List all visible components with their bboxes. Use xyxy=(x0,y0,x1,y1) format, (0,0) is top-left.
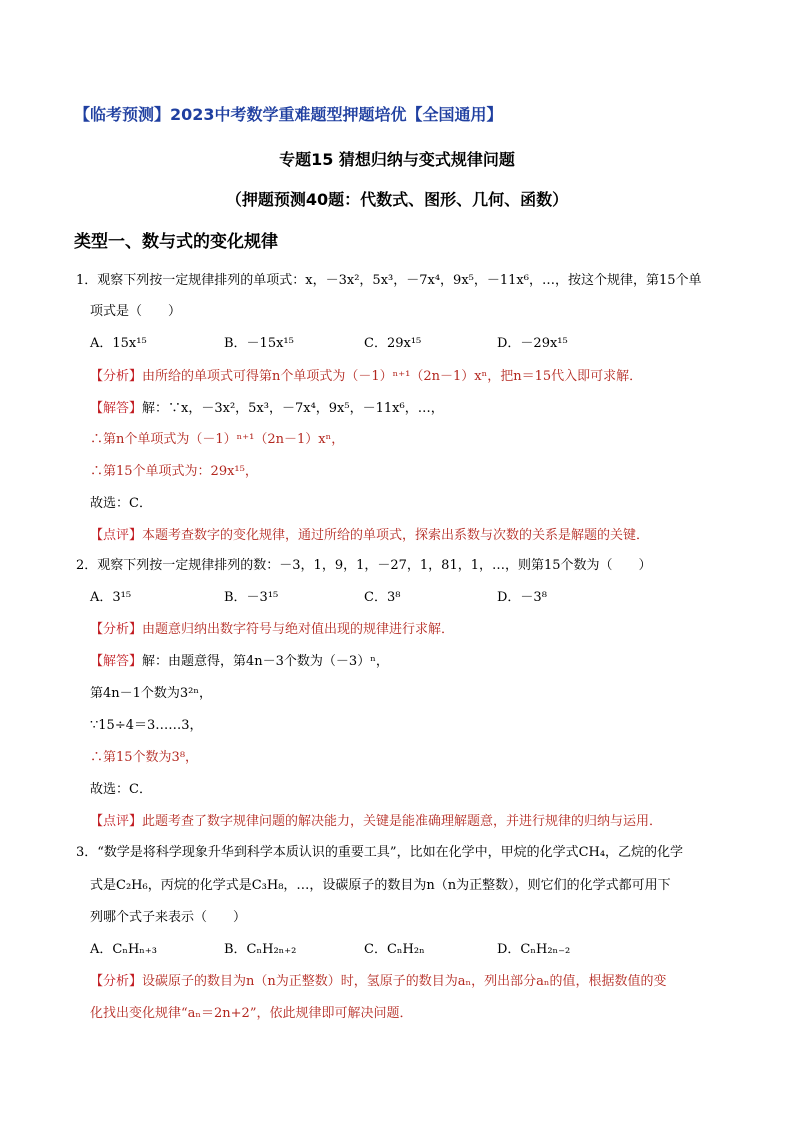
question-1-option-a: A．15x¹⁵ xyxy=(90,336,147,351)
question-1-option-c: C．29x¹⁵ xyxy=(364,336,422,351)
question-3-stem-cont: 式是C₂H₆，丙烷的化学式是C₃H₈，…，设碳原子的数目为n（n为正整数），则它们的化学式都可用下 xyxy=(90,878,671,893)
question-3-stem-cont: 列哪个式子来表示（ ） xyxy=(90,910,247,925)
answer-text: 解：∵x，－3x²，5x³，－7x⁴，9x⁵，－11x⁶，…， xyxy=(142,401,444,416)
question-3-stem: 3．“数学是将科学现象升华到科学本质认识的重要工具”，比如在化学中，甲烷的化学式CH₄，乙烷的化学 xyxy=(76,845,684,860)
question-1-answer-line: ∴第15个单项式为：29x¹⁵， xyxy=(90,464,258,479)
question-3-option-c: C．CₙH₂ₙ xyxy=(364,942,425,957)
question-2-option-d: D．－3⁸ xyxy=(497,590,547,605)
question-2-answer-line: ∴第15个数为3⁸， xyxy=(90,750,199,765)
question-1-option-d: D．－29x¹⁵ xyxy=(497,336,568,351)
question-1-stem: 1．观察下列按一定规律排列的单项式：x，－3x²，5x³，－7x⁴，9x⁵，－11x⁶，…，按这个规律，第15个单 xyxy=(76,273,702,288)
question-1-answer xyxy=(90,400,444,418)
question-2-answer xyxy=(90,653,389,671)
analysis-tag: 【分析】 xyxy=(90,622,143,637)
question-1-stem-cont: 项式是（ ） xyxy=(90,304,182,319)
analysis-text: 由题意归纳出数字符号与绝对值出现的规律进行求解． xyxy=(142,622,455,637)
question-2-option-a: A．3¹⁵ xyxy=(90,590,132,605)
analysis-tag: 【分析】 xyxy=(90,369,143,384)
question-3-analysis xyxy=(90,973,667,991)
question-2-answer-line: 第4n－1个数为3²ⁿ， xyxy=(90,686,213,701)
question-2-answer-line: ∵15÷4＝3……3， xyxy=(90,718,203,733)
comment-text: 本题考查数字的变化规律，通过所给的单项式，探索出系数与次数的关系是解题的关键． xyxy=(142,528,650,543)
document-title: 专题15 猜想归纳与变式规律问题 xyxy=(279,150,515,169)
comment-text: 此题考查了数字规律问题的解决能力，关键是能准确理解题意，并进行规律的归纳与运用． xyxy=(142,814,663,829)
question-2-stem: 2．观察下列按一定规律排列的数：－3，1，9，1，－27，1，81，1，…，则第15个数为（ ） xyxy=(76,558,652,573)
question-2-option-b: B．－3¹⁵ xyxy=(224,590,279,605)
question-1-answer-line: ∴第n个单项式为（－1）ⁿ⁺¹（2n－1）xⁿ， xyxy=(90,432,345,447)
document-subtitle: （押题预测40题：代数式、图形、几何、函数） xyxy=(225,190,569,209)
comment-tag: 【点评】 xyxy=(90,814,143,829)
question-1-answer-line: 故选：C． xyxy=(90,496,152,511)
analysis-text: 由所给的单项式可得第n个单项式为（－1）ⁿ⁺¹（2n－1）xⁿ，把n＝15代入即可求解． xyxy=(142,369,643,384)
question-3-option-b: B．CₙH₂ₙ₊₂ xyxy=(224,942,297,957)
answer-text: 解：由题意得，第4n－3个数为（－3）ⁿ， xyxy=(142,654,389,669)
question-3-analysis-cont: 化找出变化规律“aₙ＝2n+2”，依此规律即可解决问题． xyxy=(90,1006,413,1021)
question-2-comment xyxy=(90,813,662,831)
question-3-option-d: D．CₙH₂ₙ₋₂ xyxy=(497,942,571,957)
analysis-tag: 【分析】 xyxy=(90,974,143,989)
banner-title: 【临考预测】2023中考数学重难题型押题培优【全国通用】 xyxy=(74,105,503,124)
question-3-option-a: A．CₙHₙ₊₃ xyxy=(90,942,157,957)
question-1-comment xyxy=(90,527,649,545)
question-1-option-b: B．－15x¹⁵ xyxy=(224,336,294,351)
question-2-option-c: C．3⁸ xyxy=(364,590,401,605)
question-2-answer-line: 故选：C． xyxy=(90,782,152,797)
question-1-analysis xyxy=(90,368,642,386)
question-2-analysis xyxy=(90,621,454,639)
section-heading: 类型一、数与式的变化规律 xyxy=(74,232,278,252)
answer-tag: 【解答】 xyxy=(90,401,143,416)
comment-tag: 【点评】 xyxy=(90,528,143,543)
answer-tag: 【解答】 xyxy=(90,654,143,669)
analysis-text: 设碳原子的数目为n（n为正整数）时，氢原子的数目为aₙ，列出部分aₙ的值，根据数值的变 xyxy=(142,974,667,989)
